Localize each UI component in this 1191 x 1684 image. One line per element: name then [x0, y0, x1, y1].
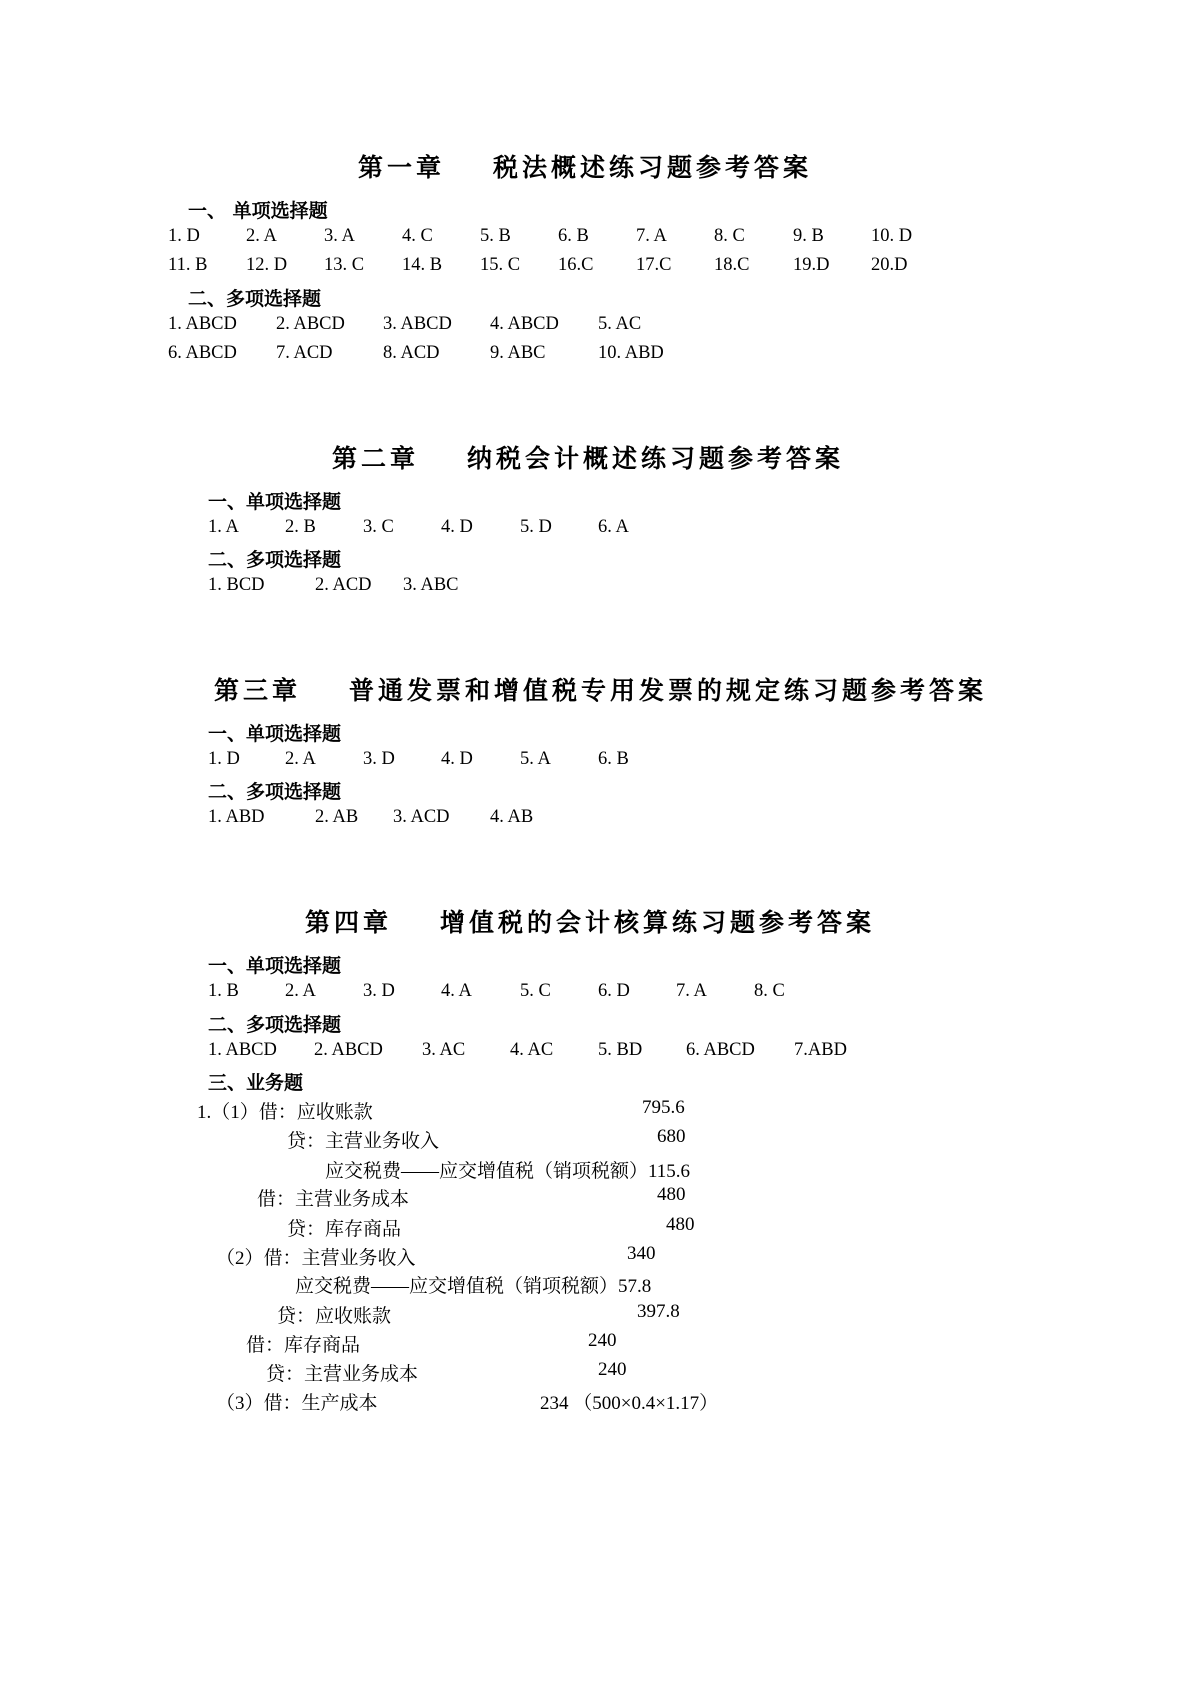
journal-amount: 680: [657, 1126, 686, 1147]
answer: 5. B: [480, 226, 511, 246]
answer: 3. C: [363, 517, 394, 537]
answer: 1. ABD: [208, 807, 265, 827]
ch4-single-choice-heading: 一、单项选择题: [208, 955, 342, 977]
answer: 2. A: [285, 981, 316, 1001]
answer: 3. D: [363, 749, 395, 769]
answer: 10. ABD: [598, 343, 664, 363]
chapter-3-name: 普通发票和增值税专用发票的规定练习题参考答案: [349, 676, 988, 705]
journal-label: 应交税费——应交增值税（销项税额）57.8: [295, 1276, 652, 1297]
journal-line: [197, 1097, 685, 1124]
journal-label: 借：库存商品: [246, 1335, 361, 1356]
answer: 6. A: [598, 517, 629, 537]
ch1-single-choice-heading: 一、 单项选择题: [188, 200, 328, 222]
answer: 1. A: [208, 517, 239, 537]
answer: 6. B: [598, 749, 629, 769]
answer: 2. B: [285, 517, 316, 537]
answer: 7. A: [676, 981, 707, 1001]
answer: 3. ABCD: [383, 314, 452, 334]
answer: 11. B: [168, 255, 208, 275]
answer: 6. B: [558, 226, 589, 246]
answer: 6. ABCD: [168, 343, 237, 363]
answer: 8. C: [754, 981, 785, 1001]
answer: 2. ABCD: [314, 1040, 383, 1060]
answer: 15. C: [480, 255, 521, 275]
journal-amount: 240: [588, 1330, 617, 1351]
answer: 3. A: [324, 226, 355, 246]
answer: 3. ABC: [403, 575, 459, 595]
chapter-2-title: [332, 439, 844, 475]
chapter-2-number: 第二章: [332, 444, 420, 473]
chapter-1-name: 税法概述练习题参考答案: [493, 153, 813, 182]
answer: 5. A: [520, 749, 551, 769]
answer: 2. ABCD: [276, 314, 345, 334]
journal-amount: 480: [657, 1184, 686, 1205]
answer: 7.ABD: [794, 1040, 847, 1060]
answer: 20.D: [871, 255, 908, 275]
answer: 16.C: [558, 255, 594, 275]
answer: 18.C: [714, 255, 750, 275]
journal-amount: 480: [666, 1214, 695, 1235]
journal-label: 1.（1）借：应收账款: [197, 1102, 373, 1123]
journal-label: 贷：应收账款: [277, 1306, 392, 1327]
journal-line: [246, 1330, 617, 1357]
answer: 1. ABCD: [168, 314, 237, 334]
answer: 4. D: [441, 749, 473, 769]
journal-line: [287, 1214, 695, 1241]
journal-line: [277, 1301, 680, 1328]
ch3-single-choice-heading: 一、单项选择题: [208, 723, 342, 745]
journal-line: [287, 1126, 686, 1153]
chapter-3-number: 第三章: [214, 676, 302, 705]
ch2-single-choice-heading: 一、单项选择题: [208, 491, 342, 513]
journal-label: 贷：主营业务收入: [287, 1131, 440, 1152]
ch4-multiple-choice-heading: 二、多项选择题: [208, 1014, 342, 1036]
answer: 3. ACD: [393, 807, 450, 827]
answer: 17.C: [636, 255, 672, 275]
journal-label: 贷：库存商品: [287, 1219, 402, 1240]
answer: 5. BD: [598, 1040, 643, 1060]
answer: 7. ACD: [276, 343, 333, 363]
answer: 8. C: [714, 226, 745, 246]
answer: 4. C: [402, 226, 433, 246]
answer: 5. C: [520, 981, 551, 1001]
journal-line: [295, 1271, 651, 1298]
answer: 4. AC: [510, 1040, 554, 1060]
answer: 3. D: [363, 981, 395, 1001]
answer: 19.D: [793, 255, 830, 275]
answer: 1. BCD: [208, 575, 265, 595]
answer: 4. D: [441, 517, 473, 537]
answer: 8. ACD: [383, 343, 440, 363]
answer: 2. A: [285, 749, 316, 769]
answer: 1. ABCD: [208, 1040, 277, 1060]
chapter-4-title: [305, 903, 875, 939]
journal-amount: 240: [598, 1359, 627, 1380]
journal-line: [257, 1184, 686, 1211]
journal-amount: 795.6: [642, 1097, 685, 1118]
answer: 6. ABCD: [686, 1040, 755, 1060]
ch2-multiple-choice-heading: 二、多项选择题: [208, 549, 342, 571]
answer: 1. D: [168, 226, 200, 246]
answer: 13. C: [324, 255, 365, 275]
answer: 5. D: [520, 517, 552, 537]
answer: 9. B: [793, 226, 824, 246]
answer: 5. AC: [598, 314, 642, 334]
journal-line: [266, 1359, 627, 1386]
answer: 9. ABC: [490, 343, 546, 363]
journal-line: [325, 1156, 690, 1183]
chapter-1-title: [358, 148, 812, 184]
answer: 3. AC: [422, 1040, 466, 1060]
chapter-2-name: 纳税会计概述练习题参考答案: [467, 444, 845, 473]
answer: 7. A: [636, 226, 667, 246]
answer: 12. D: [246, 255, 288, 275]
journal-amount: 234 （500×0.4×1.17）: [540, 1393, 719, 1414]
answer: 2. A: [246, 226, 277, 246]
answer: 1. D: [208, 749, 240, 769]
journal-label: 贷：主营业务成本: [266, 1364, 419, 1385]
journal-line: [216, 1243, 656, 1270]
answer: 2. AB: [315, 807, 359, 827]
journal-amount: 397.8: [637, 1301, 680, 1322]
chapter-4-number: 第四章: [305, 908, 393, 937]
ch3-multiple-choice-heading: 二、多项选择题: [208, 781, 342, 803]
ch4-business-heading: 三、业务题: [208, 1072, 304, 1094]
journal-amount: 340: [627, 1243, 656, 1264]
journal-line: [216, 1388, 719, 1415]
answer: 2. ACD: [315, 575, 372, 595]
answer: 14. B: [402, 255, 443, 275]
answer: 4. A: [441, 981, 472, 1001]
answer: 6. D: [598, 981, 630, 1001]
journal-label: 应交税费——应交增值税（销项税额）115.6: [325, 1161, 691, 1182]
journal-label: （2）借：主营业务收入: [216, 1248, 416, 1269]
chapter-1-number: 第一章: [358, 153, 446, 182]
ch1-multiple-choice-heading: 二、多项选择题: [188, 288, 322, 310]
chapter-4-name: 增值税的会计核算练习题参考答案: [440, 908, 876, 937]
answer: 4. ABCD: [490, 314, 559, 334]
journal-label: （3）借：生产成本: [216, 1393, 378, 1414]
answer: 10. D: [871, 226, 913, 246]
chapter-3-title: [214, 671, 987, 707]
journal-label: 借：主营业务成本: [257, 1189, 410, 1210]
answer: 1. B: [208, 981, 239, 1001]
answer: 4. AB: [490, 807, 534, 827]
